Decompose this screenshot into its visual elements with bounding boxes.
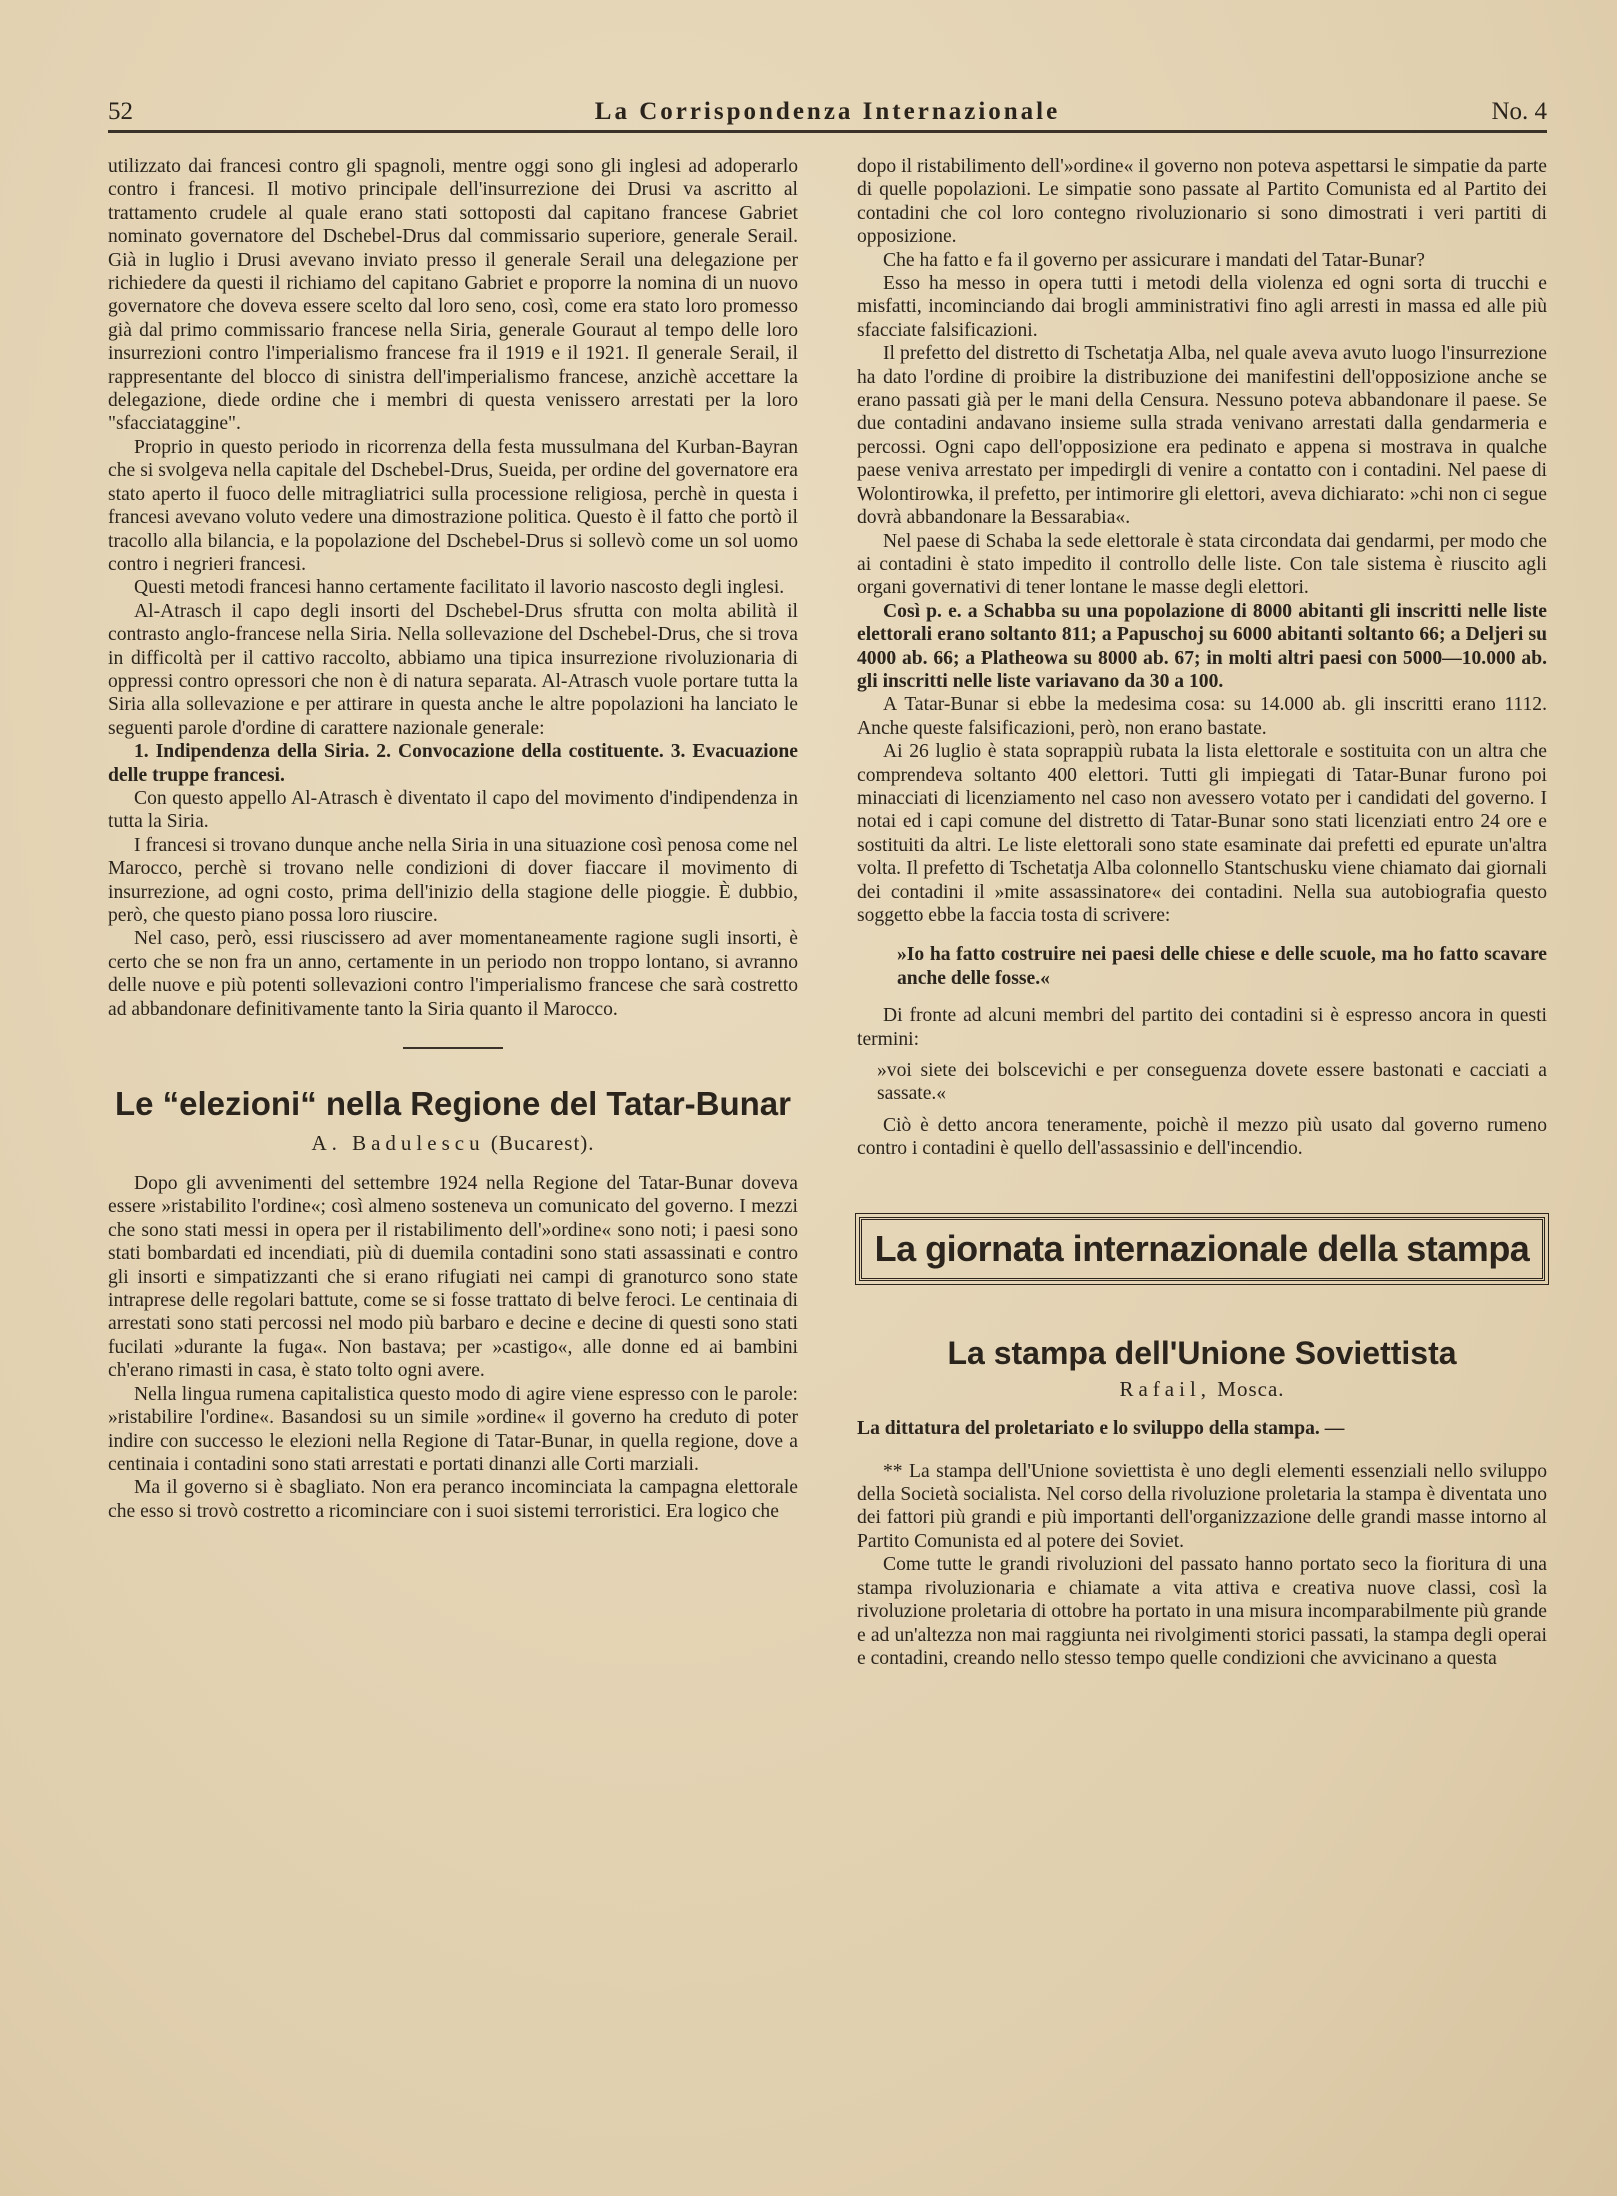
paragraph: Con questo appello Al-Atrasch è diventato il capo del movimento d'indipendenza in tutta la Siria. [108, 787, 798, 833]
paragraph: Al-Atrasch il capo degli insorti del Dschebel-Drus sfrutta con molta abilità il contrasto anglo-francese nella Siria. Nella sollevazione del Dschebel-Drus, che si trova in difficoltà per il cattivo raccolto, abbiamo una tipica insurrezione rivoluzionaria di oppressi contro opressori che non è di natura separata. Al-Atrasch vuole portare tutta la Siria alla sollevazione e per attirare in questa anche le altre popolazioni ha lanciato le seguenti parole d'ordine di carattere nazionale generale: [108, 600, 798, 739]
paragraph: dopo il ristabilimento dell'»ordine« il governo non poteva aspettarsi le simpatie da parte di quelle popolazioni. Le simpatie sono passate al Partito Comunista ed al Partito dei contadini che col loro contegno rivoluzionario si sono dimostrati i veri partiti di opposizione. [857, 156, 1547, 248]
issue-number: No. 4 [1491, 98, 1547, 125]
article-title: La stampa dell'Unione Soviettista [947, 1334, 1457, 1371]
paragraph: Nel caso, però, essi riuscissero ad aver momentaneamente ragione sugli insorti, è certo che se non fra un anno, certamente in un periodo non troppo lontano, si avranno delle nuove e più potenti sollevazioni contro l'imperialismo francese che sarà costretto ad abbandonare definitivamente tanto la Siria quanto il Marocco. [108, 928, 798, 1020]
journal-title: La Corrispondenza Internazionale [594, 98, 1061, 125]
block-quote: »Io ha fatto costruire nei paesi delle chiese e delle scuole, ma ho fatto scavare anche delle fosse.« [897, 944, 1547, 989]
paragraph: Nel paese di Schaba la sede elettorale è stata circondata dai gendarmi, per modo che ai contadini è stato impedito il controllo delle liste. Con tale sistema è riuscito agli organi governativi di tener lontane le masse degli elettori. [857, 530, 1547, 599]
article-location: Mosca. [1217, 1376, 1285, 1401]
section-divider [403, 1047, 503, 1049]
paragraph: Come tutte le grandi rivoluzioni del passato hanno portato seco la fioritura di una stampa rivoluzionaria e chiamate a vita attiva e creativa nuove classi, così la rivoluzione proletaria di ottobre ha portato in una misura incomparabilmente più grande e ad un'altezza non mai raggiunta nei rivolgimenti storici passati, la stampa degli operai e contadini, creando nello stesso tempo quelle condizioni che avvicinano a questa [857, 1554, 1547, 1669]
paragraph: Di fronte ad alcuni membri del partito dei contadini si è espresso ancora in questi termini: [857, 1005, 1547, 1050]
statistics-paragraph: Così p. e. a Schabba su una popolazione di 8000 abitanti gli inscritti nelle liste elettorali erano soltanto 811; a Papuschoj su 6000 abitanti soltanto 66; a Deljeri su 4000 ab. 66; a Platheowa su 8000 ab. 67; in molti altri paesi con 5000—10.000 ab. gli inscritti nelle liste variavano da 30 a 100. [857, 600, 1547, 692]
paragraph: Esso ha messo in opera tutti i metodi della violenza ed ogni sorta di trucchi e misfatti, incominciando dai brogli amministrativi fino agli arresti in massa ed alle più sfacciate falsificazioni. [857, 273, 1547, 341]
boxed-section-heading: La giornata internazionale della stampa [859, 1217, 1545, 1281]
paragraph: Ma il governo si è sbagliato. Non era peranco incominciata la campagna elettorale che esso si trovò costretto a ricominciare con i suoi sistemi terroristici. Era logico che [108, 1477, 798, 1522]
slogans-paragraph: 1. Indipendenza della Siria. 2. Convocazione della costituente. 3. Evacuazione delle truppe francesi. [108, 741, 798, 786]
page-number: 52 [108, 98, 133, 125]
article-subtitle: La dittatura del proletariato e lo sviluppo della stampa. — [857, 1417, 1345, 1439]
article-byline [108, 1131, 798, 1156]
paragraph: Che ha fatto e fa il governo per assicurare i mandati del Tatar-Bunar? [883, 249, 1425, 271]
article-title: Le “elezioni“ nella Regione del Tatar-Bunar [114, 1085, 792, 1123]
paragraph: Ciò è detto ancora teneramente, poichè il mezzo più usato dal governo rumeno contro i contadini è quello dell'assassinio e dell'incendio. [857, 1114, 1547, 1160]
paragraph: Questi metodi francesi hanno certamente facilitato il lavorio nascosto degli inglesi. [134, 577, 785, 599]
article-byline [857, 1377, 1547, 1402]
paragraph: Ai 26 luglio è stata soprappiù rubata la lista elettorale e sostituita con un altra che comprendeva soltanto 400 elettori. Tutti gli impiegati di Tatar-Bunar furono poi minacciati di licenziamento nel caso non avessero votato per i candidati del governo. I notai ed i capi comune del distretto di Tatar-Bunar sono stati licenziati entro 24 ore e sostituiti da altri. Le liste elettorali sono state esaminate dai prefetti ed epurate un'altra volta. Il prefetto di Tschetatja Alba colonnello Stantschusku viene chiamato dai giornali dei contadini il »mite assassinatore« dei contadini. Nella sua autobiografia questo soggetto ebbe la faccia tosta di scrivere: [857, 741, 1547, 926]
paragraph: ** La stampa dell'Unione soviettista è uno degli elementi essenziali nello sviluppo della Società socialista. Nel corso della rivoluzione proletaria la stampa è diventata uno dei fattori più grandi e più importanti dell'organizzazione delle grandi masse intorno al Partito Comunista ed al potere dei Soviet. [857, 1460, 1547, 1552]
block-quote: »voi siete dei bolscevichi e per conseguenza dovete essere bastonati e cacciati a sassate.« [877, 1060, 1547, 1105]
right-column [857, 155, 1547, 1670]
paragraph: I francesi si trovano dunque anche nella Siria in una situazione così penosa come nel Marocco, perchè si trovano nelle condizioni di dover fiaccare il movimento di insurrezione, ad ogni costo, prima dell'inizio della stagione delle pioggie. È dubbio, però, che questo piano possa loro riuscire. [108, 834, 798, 926]
text-columns [108, 155, 1547, 1670]
paragraph: utilizzato dai francesi contro gli spagnoli, mentre oggi sono gli inglesi ad adoperarlo contro i francesi. Il motivo principale dell'insurrezione dei Drusi va ascritto al trattamento crudele al quale erano stati sottoposti dal capitano francese Gabriet nominato governatore del Dschebel-Drus dal commissario superiore, generale Serail. Già in luglio i Drusi avevano inviato presso il generale Serail una delegazione per richiedere da questi il richiamo del capitano Gabriet e proporre la nomina di un nuovo governatore che doveva essere scelto dal loro seno, così, come era stato loro promesso già dal primo commissario francese nella Siria, generale Gouraut al tempo delle loro insurrezioni contro l'imperialismo francese fra il 1919 e il 1921. Il generale Serail, il rappresentante del blocco di sinistra dell'imperialismo francese, anzichè accettare la delegazione, diede ordine che i membri di questa venissero arrestati per la loro "sfacciataggine". [108, 156, 798, 435]
paragraph: Proprio in questo periodo in ricorrenza della festa mussulmana del Kurban-Bayran che si svolgeva nella capitale del Dschebel-Drus, Sueida, per ordine del governatore era stato aperto il fuoco delle mitragliatrici sulla processione religiosa, perchè in questa i francesi avevano voluto vedere una dimostrazione politica. Questo è il fatto che portò il tracollo alla bilancia, e la popolazione del Dschebel-Drus si sollevò come un sol uomo contro i negrieri francesi. [108, 436, 798, 575]
paragraph: A Tatar-Bunar si ebbe la medesima cosa: su 14.000 ab. gli inscritti erano 1112. Anche queste falsificazioni, però, non erano bastate. [857, 694, 1547, 739]
article-author: Rafail, [1119, 1376, 1212, 1401]
paragraph: Il prefetto del distretto di Tschetatja Alba, nel quale aveva avuto luogo l'insurrezione ha dato l'ordine di proibire la distribuzione dei manifestini dell'opposizione anche se erano passati già per le mani della Censura. Nessuno poteva abbandonare il paese. Se due contadini andavano insieme sulla strada venivano arrestati dalla gendarmeria e percossi. Ogni capo dell'opposizione era pedinato e appena si mostrava in qualche paese veniva arrestato per impedirgli di venire a contatto con i contadini. Nel paese di Wolontirowka, il prefetto, per intimorire gli elettori, aveva dichiarato: »chi non ci segue dovrà abbandonare la Bessarabia«. [857, 343, 1547, 529]
paragraph: Nella lingua rumena capitalistica questo modo di agire viene espresso con le parole: »ristabilire l'ordine«. Basandosi su un simile »ordine« il governo ha creduto di poter indire con successo le elezioni nella Regione di Tatar-Bunar, in quella regione, dove a centinaia i contadini sono stati arrestati e portati dinanzi alle Corti marziali. [108, 1383, 798, 1475]
article-author: A. Badulescu [311, 1131, 485, 1156]
left-column [108, 155, 798, 1670]
article-location: (Bucarest). [490, 1131, 595, 1156]
page-header [108, 78, 1547, 133]
paragraph: Dopo gli avvenimenti del settembre 1924 nella Regione del Tatar-Bunar doveva essere »ristabilito l'ordine«; così almeno sosteneva un comunicato del governo. I mezzi che sono stati messi in opera per il ristabilimento dell'»ordine« sono noti; i paesi sono stati bombardati ed incendiati, più di duemila contadini sono stati assassinati e contro gli insorti e simpatizzanti che si erano rifugiati nei campi di granoturco sono state intraprese delle regolari battute, come se si fosse trattato di belve feroci. Le centinaia di arrestati sono stati percossi nel modo più barbaro e decine e decine di questi sono stati fucilati »durante la fuga«. Non bastava; per »castigo«, alle donne ed ai bambini ch'erano rimasti in casa, è stato tolto ogni avere. [108, 1173, 798, 1382]
